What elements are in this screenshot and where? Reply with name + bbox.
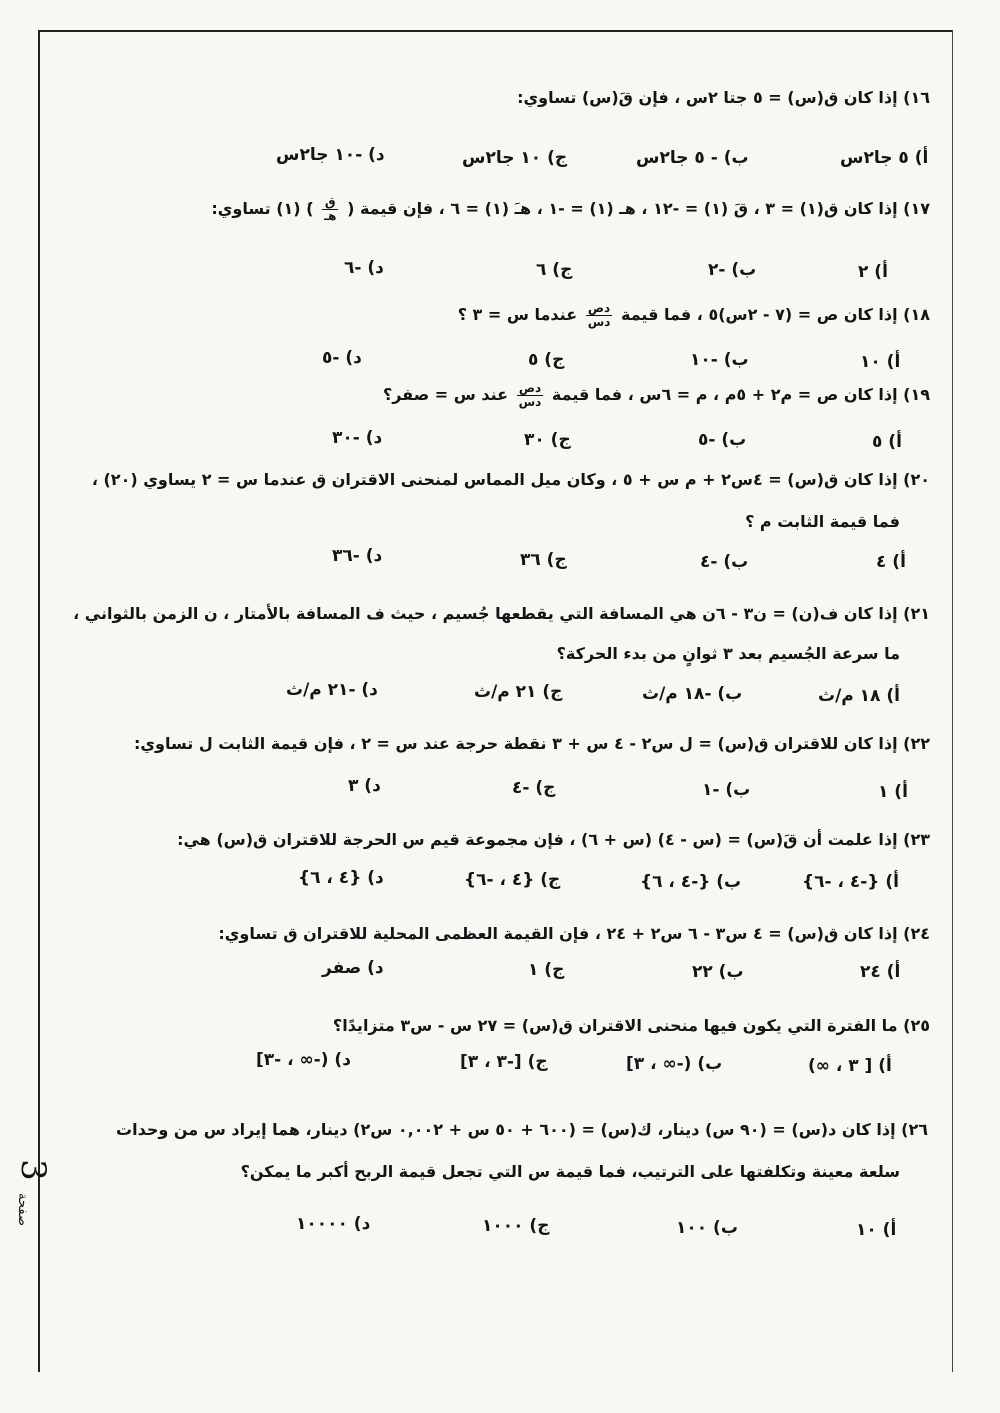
q20-option-b[interactable]: ب) -٤	[700, 552, 749, 572]
q26-option-d[interactable]: د) ١٠٠٠٠	[296, 1214, 371, 1234]
q21-option-a[interactable]: أ) ١٨ م/ث	[818, 686, 900, 706]
q17-option-c[interactable]: ج) ٦	[536, 260, 573, 280]
q22-option-a[interactable]: أ) ١	[878, 782, 908, 802]
q26-option-a[interactable]: أ) ١٠	[856, 1220, 897, 1240]
question-20-line-2: فما قيمة الثابت م ؟	[745, 512, 900, 531]
q22-option-b[interactable]: ب) -١	[702, 780, 751, 800]
q25-option-a[interactable]: أ) [ ٣ ، ∞)	[808, 1056, 892, 1076]
page-number: 3 صفحة	[12, 1159, 53, 1226]
q22-option-d[interactable]: د) ٣	[348, 776, 381, 796]
question-22: ٢٢) إذا كان للاقتران ق(س) = ل س٢ - ٤ س + ٣ نقطة حرجة عند س = ٢ ، فإن قيمة الثابت ل تساوي:	[133, 734, 930, 753]
q18-option-c[interactable]: ج) ٥	[528, 350, 565, 370]
q26-option-c[interactable]: ج) ١٠٠٠	[482, 1216, 550, 1236]
q23-option-c[interactable]: ج) {٤ ، -٦}	[464, 870, 561, 890]
q24-option-b[interactable]: ب) ٢٢	[692, 962, 744, 982]
question-26-line-2: سلعة معينة وتكلفتها على الترتيب، فما قيمة س التي تجعل قيمة الربح أكبر ما يمكن؟	[240, 1162, 900, 1181]
q21-option-d[interactable]: د) -٢١ م/ث	[286, 680, 378, 700]
q25-option-d[interactable]: د) (-∞ ، -٣]	[256, 1050, 351, 1070]
q23-option-b[interactable]: ب) {-٤ ، ٦}	[640, 872, 742, 892]
q24-option-d[interactable]: د) صفر	[322, 958, 384, 978]
question-21-line-2: ما سرعة الجُسيم بعد ٣ ثوانٍ من بدء الحركة؟	[556, 644, 900, 663]
q16-option-d[interactable]: د) -١٠ جا٢س	[276, 145, 385, 165]
q20-option-d[interactable]: د) -٣٦	[332, 546, 383, 566]
fraction: $\frac{\text{دص}}{\text{دس}}$	[587, 301, 611, 329]
q17-option-a[interactable]: أ) ٢	[858, 262, 888, 282]
question-21: ٢١) إذا كان ف(ن) = ن٣ - ٦ن هي المسافة التي يقطعها جُسيم ، حيث ف المسافة بالأمتار ، ن الزمن بالثواني ،	[73, 604, 930, 623]
question-17: ١٧) إذا كان ق(١) = ٣ ، قَ (١) = -١٢ ، هـ (١) = -١ ، هـَ (١) = ٦ ، فإن قيمة ( $\frac{\text{ق}}{\text{هـ}}$ )َ (١) تساوي:	[211, 195, 930, 223]
question-25: ٢٥) ما الفترة التي يكون فيها منحنى الاقتران ق(س) = ٢٧ س - س٣ متزايدًا؟	[332, 1016, 930, 1035]
q16-option-a[interactable]: أ) ٥ جا٢س	[840, 148, 929, 168]
q16-option-c[interactable]: ج) ١٠ جا٢س	[462, 148, 568, 168]
question-20: ٢٠) إذا كان ق(س) = ٤س٢ + م س + ٥ ، وكان ميل المماس لمنحنى الاقتران ق عندما س = ٢ يساوي (٢٠) ،	[91, 470, 930, 489]
q22-option-c[interactable]: ج) -٤	[512, 778, 556, 798]
question-23: ٢٣) إذا علمت أن قَ(س) = (س - ٤) (س + ٦) ، فإن مجموعة قيم س الحرجة للاقتران ق(س) هي:	[177, 830, 930, 849]
q24-option-c[interactable]: ج) ١	[528, 960, 565, 980]
q21-option-b[interactable]: ب) -١٨ م/ث	[642, 684, 743, 704]
q18-option-a[interactable]: أ) ١٠	[860, 352, 901, 372]
q19-option-c[interactable]: ج) ٣٠	[524, 430, 571, 450]
q20-option-c[interactable]: ج) ٣٦	[520, 550, 567, 570]
q23-option-d[interactable]: د) {٤ ، ٦}	[298, 868, 384, 888]
question-18: ١٨) إذا كان ص = (٧ - ٢س)٥ ، فما قيمة $\frac{\text{دص}}{\text{دس}}$ عندما س = ٣ ؟	[457, 301, 930, 329]
q19-option-b[interactable]: ب) -٥	[698, 430, 747, 450]
q21-option-c[interactable]: ج) ٢١ م/ث	[474, 682, 563, 702]
q17-option-b[interactable]: ب) -٢	[708, 260, 757, 280]
q19-option-d[interactable]: د) -٣٠	[332, 428, 383, 448]
q26-option-b[interactable]: ب) ١٠٠	[676, 1218, 738, 1238]
q18-option-b[interactable]: ب) -١٠	[690, 350, 749, 370]
q24-option-a[interactable]: أ) ٢٤	[860, 962, 901, 982]
q25-option-c[interactable]: ج) [-٣ ، ٣]	[460, 1052, 548, 1072]
q25-option-b[interactable]: ب) (-∞ ، ٣]	[626, 1054, 723, 1074]
fraction: $\frac{\text{ق}}{\text{هـ}}$	[324, 195, 337, 223]
q17-option-d[interactable]: د) -٦	[344, 258, 384, 278]
q19-option-a[interactable]: أ) ٥	[872, 432, 902, 452]
q20-option-a[interactable]: أ) ٤	[876, 552, 906, 572]
question-16: ١٦) إذا كان ق(س) = ٥ جتا ٢س ، فإن قَ(س) تساوي:	[517, 88, 930, 107]
question-26: ٢٦) إذا كان د(س) = (٩٠ س) دينار، ك(س) = (٦٠٠ + ٥٠ س + ٠,٠٠٢ س٢) دينار، هما إيراد س من وحدات	[116, 1120, 928, 1139]
fraction: $\frac{\text{دص}}{\text{دس}}$	[518, 381, 542, 409]
question-19: ١٩) إذا كان ص = م٢ + ٥م ، م = ٦س ، فما قيمة $\frac{\text{دص}}{\text{دس}}$ عند س = صفر؟	[382, 381, 930, 409]
q18-option-d[interactable]: د) -٥	[322, 348, 362, 368]
q16-option-b[interactable]: ب) - ٥ جا٢س	[636, 148, 749, 168]
q23-option-a[interactable]: أ) {-٤ ، -٦}	[802, 872, 899, 892]
question-24: ٢٤) إذا كان ق(س) = ٤ س٣ - ٦ س٢ + ٢٤ ، فإن القيمة العظمى المحلية للاقتران ق تساوي:	[218, 924, 930, 943]
